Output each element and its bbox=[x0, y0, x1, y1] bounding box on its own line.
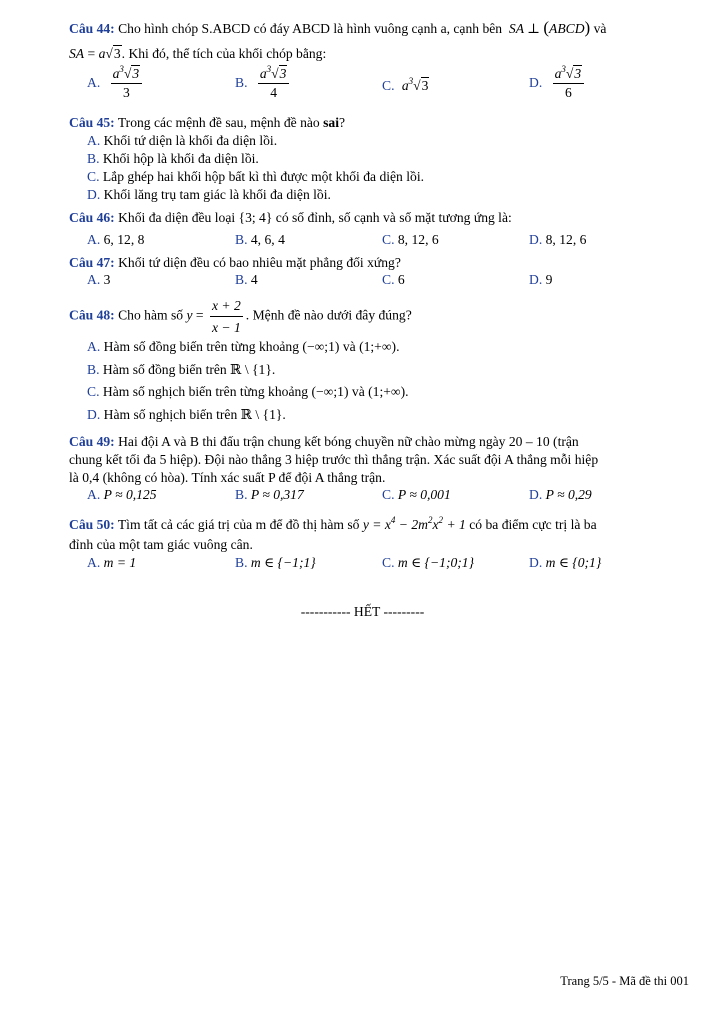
q50-option-b[interactable]: B. m ∈ {−1;1} bbox=[235, 555, 316, 570]
question-49-label: Câu 49: bbox=[69, 434, 115, 449]
question-47: Câu 47: Khối tứ diện đều có bao nhiêu mặt phẳng đối xứng? bbox=[69, 255, 401, 270]
question-49-line3: là 0,4 (không có hòa). Tính xác suất P để đội A thắng trận. bbox=[69, 470, 386, 485]
q44-option-a[interactable]: A. $\frac{a^3√3}{3}$ bbox=[87, 66, 145, 101]
question-49: Câu 49: Hai đội A và B thi đấu trận chung kết bóng chuyền nữ chào mừng ngày 20 – 10 (trận bbox=[69, 434, 579, 449]
q46-option-d[interactable]: D. 8, 12, 6 bbox=[529, 232, 587, 247]
q50-option-d[interactable]: D. m ∈ {0;1} bbox=[529, 555, 602, 570]
question-45-emphasis: sai bbox=[323, 115, 339, 130]
question-45-text: Trong các mệnh đề sau, mệnh đề nào bbox=[117, 115, 320, 130]
q49-option-a[interactable]: A. P ≈ 0,125 bbox=[87, 487, 157, 502]
math-sa-equals: SA bbox=[69, 46, 85, 61]
q44-option-c[interactable]: C. $a^3√3$ bbox=[382, 76, 429, 93]
q49-option-c[interactable]: C. P ≈ 0,001 bbox=[382, 487, 451, 502]
math-sa-perp: SA ⊥ (ABCD) bbox=[505, 18, 591, 37]
function-fraction: $\frac{x + 2}{x - 1}$ bbox=[211, 298, 241, 335]
q48-option-c[interactable]: C. Hàm số nghịch biến trên từng khoảng (−∞;1) và (1;+∞). bbox=[87, 384, 409, 399]
q46-option-b[interactable]: B. 4, 6, 4 bbox=[235, 232, 285, 247]
question-50-label: Câu 50: bbox=[69, 517, 115, 532]
q47-option-a[interactable]: A. 3 bbox=[87, 272, 111, 287]
question-44-and: và bbox=[593, 21, 607, 36]
q47-option-b[interactable]: B. 4 bbox=[235, 272, 258, 287]
q49-option-d[interactable]: D. P ≈ 0,29 bbox=[529, 487, 592, 502]
q48-option-b[interactable]: B. Hàm số đồng biến trên ℝ \ {1}. bbox=[87, 362, 276, 377]
q46-option-c[interactable]: C. 8, 12, 6 bbox=[382, 232, 439, 247]
question-45: Câu 45: Trong các mệnh đề sau, mệnh đề nào sai? bbox=[69, 115, 346, 130]
q49-option-b[interactable]: B. P ≈ 0,317 bbox=[235, 487, 304, 502]
question-49-line2: chung kết tối đa 5 hiệp). Đội nào thắng 3 hiệp trước thì thắng trận. Xác suất đội A thắng mỗi hiệp bbox=[69, 452, 599, 467]
question-44 bbox=[69, 18, 691, 38]
q48-option-a[interactable]: A. Hàm số đồng biến trên từng khoảng (−∞;1) và (1;+∞). bbox=[87, 339, 400, 354]
q47-option-d[interactable]: D. 9 bbox=[529, 272, 553, 287]
polyhedron-type: {3; 4} bbox=[238, 210, 273, 225]
question-45-label: Câu 45: bbox=[69, 115, 115, 130]
q48-option-d[interactable]: D. Hàm số nghịch biến trên ℝ \ {1}. bbox=[87, 407, 286, 422]
q45-option-a[interactable]: A. Khối tứ diện là khối đa diện lồi. bbox=[87, 133, 278, 148]
question-44-text: Cho hình chóp S.ABCD có đáy ABCD là hình vuông cạnh a, cạnh bên bbox=[118, 21, 503, 36]
question-46: Câu 46: Khối đa diện đều loại {3; 4} có số đỉnh, số cạnh và số mặt tương ứng là: bbox=[69, 210, 512, 225]
question-50: Câu 50: Tìm tất cả các giá trị của m để đồ thị hàm số $y = x^4 - 2m^2x^2 + 1$ có ba điểm cực trị là ba bbox=[69, 515, 597, 532]
question-47-label: Câu 47: bbox=[69, 255, 115, 270]
question-50-line2: đỉnh của một tam giác vuông cân. bbox=[69, 537, 253, 552]
question-44-text2: . Khi đó, thể tích của khối chóp bằng: bbox=[121, 46, 327, 61]
q44-option-d[interactable]: D. $\frac{a^3√3}{6}$ bbox=[529, 66, 587, 101]
question-48-label: Câu 48: bbox=[69, 307, 115, 323]
question-48: Câu 48: Cho hàm số y = $\frac{x + 2}{x - 1}$ . Mệnh đề nào dưới đây đúng? bbox=[69, 298, 412, 335]
question-44-label: Câu 44: bbox=[69, 21, 115, 36]
question-46-label: Câu 46: bbox=[69, 210, 115, 225]
question-44-line2: SA = a√3. Khi đó, thể tích của khối chóp bằng: bbox=[69, 46, 327, 61]
q45-option-b[interactable]: B. Khối hộp là khối đa diện lồi. bbox=[87, 151, 259, 166]
q50-option-a[interactable]: A. m = 1 bbox=[87, 555, 137, 570]
q45-option-c[interactable]: C. Lắp ghép hai khối hộp bất kì thì được một khối đa diện lồi. bbox=[87, 169, 424, 184]
q46-option-a[interactable]: A. 6, 12, 8 bbox=[87, 232, 145, 247]
q45-option-d[interactable]: D. Khối lăng trụ tam giác là khối đa diện lồi. bbox=[87, 187, 331, 202]
q44-option-b[interactable]: B. $\frac{a^3√3}{4}$ bbox=[235, 66, 292, 101]
function-equation: $y = x^4 - 2m^2x^2 + 1$ bbox=[362, 515, 466, 532]
q50-option-c[interactable]: C. m ∈ {−1;0;1} bbox=[382, 555, 475, 570]
end-marker: ----------- HẾT --------- bbox=[300, 604, 425, 619]
page-footer: Trang 5/5 - Mã đề thi 001 bbox=[560, 974, 689, 988]
q47-option-c[interactable]: C. 6 bbox=[382, 272, 405, 287]
